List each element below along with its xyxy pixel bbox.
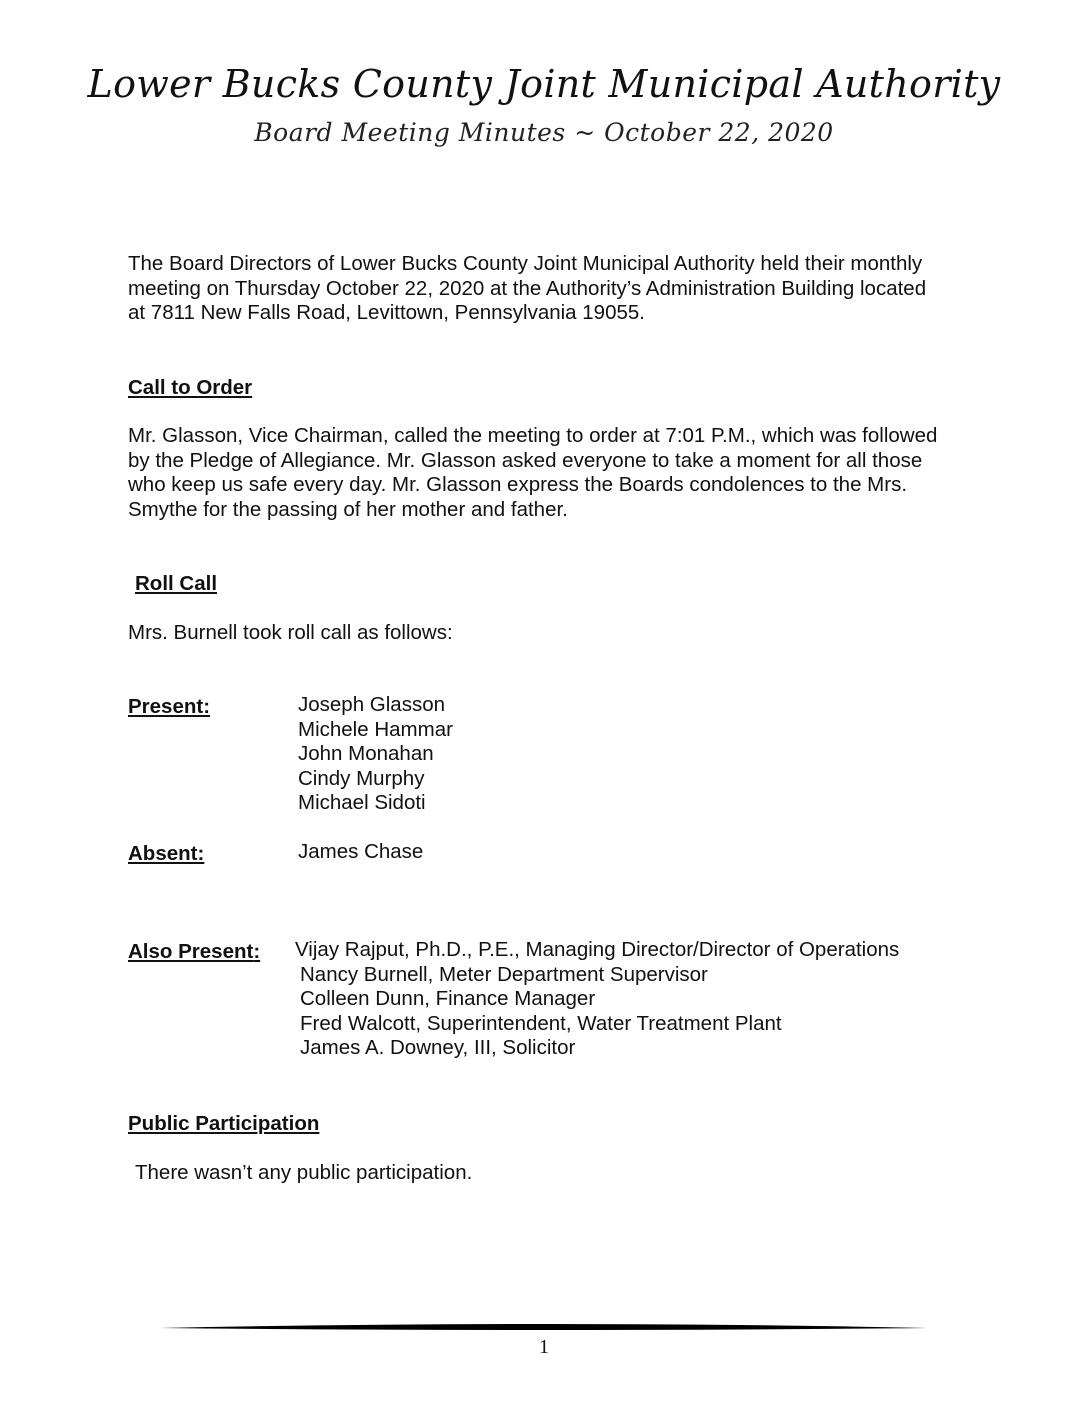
call-to-order-heading: Call to Order [128,376,253,399]
also-present-list [295,938,899,1061]
present-name: John Monahan [298,742,434,766]
also-present-name: Vijay Rajput, Ph.D., P.E., Managing Director/Director of Operations [295,938,900,961]
present-name: Michael Sidoti [298,791,426,815]
footer-divider [160,1322,928,1334]
absent-label: Absent: [128,842,205,865]
also-present-label [128,940,260,964]
page-number: 1 [539,1336,549,1358]
call-to-order-line: who keep us safe every day. Mr. Glasson express the Boards condolences to the Mrs. [128,473,908,497]
call-to-order-line: Smythe for the passing of her mother and father. [128,497,568,521]
document-title: Lower Bucks County Joint Municipal Authority [87,62,1001,106]
absent-list [298,840,423,865]
also-present-name: Nancy Burnell, Meter Department Supervisor [300,962,708,986]
present-name: Cindy Murphy [298,766,425,790]
intro-line: The Board Directors of Lower Bucks County Joint Municipal Authority held their monthly [128,252,923,275]
present-label: Present: [128,695,211,718]
absent-name: James Chase [298,840,424,863]
present-name: Joseph Glasson [298,693,446,716]
also-present-name: Colleen Dunn, Finance Manager [300,987,596,1011]
also-present-colon: : [253,940,261,963]
document-subtitle: Board Meeting Minutes ~ October 22, 2020 [254,118,834,147]
intro-paragraph [128,252,963,326]
call-to-order-line: Mr. Glasson, Vice Chairman, called the meeting to order at 7:01 P.M., which was followed [128,424,938,447]
call-to-order-line: by the Pledge of Allegiance. Mr. Glasson asked everyone to take a moment for all those [128,448,923,472]
also-present-name: Fred Walcott, Superintendent, Water Treatment Plant [300,1011,782,1035]
intro-line: at 7811 New Falls Road, Levittown, Pennsylvania 19055. [128,301,645,325]
intro-line: meeting on Thursday October 22, 2020 at the Authority’s Administration Building located [128,276,927,300]
roll-call-heading: Roll Call [135,572,218,595]
public-participation-text: There wasn’t any public participation. [135,1161,473,1184]
present-list [298,693,453,816]
also-present-label-text: Also Present [128,940,254,963]
present-name: Michele Hammar [298,717,453,741]
roll-call-text: Mrs. Burnell took roll call as follows: [128,621,453,644]
public-participation-heading: Public Participation [128,1112,320,1135]
also-present-name: James A. Downey, III, Solicitor [300,1036,576,1060]
call-to-order-paragraph [128,424,963,522]
